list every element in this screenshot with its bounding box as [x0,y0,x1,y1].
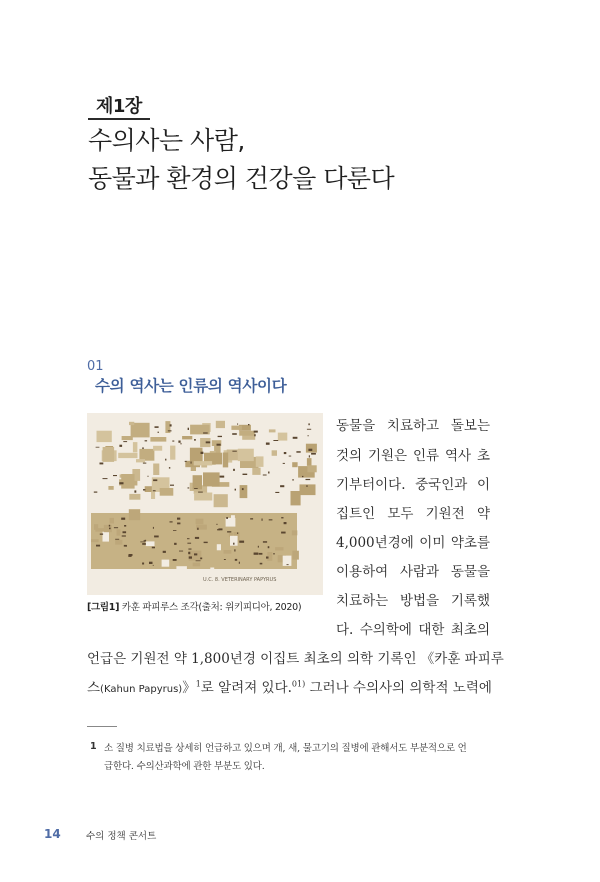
papyrus-glyph [258,546,259,548]
papyrus-fragment [203,472,220,486]
figure-caption-text: 카훈 파피루스 조각(출처: 위키피디아, 2020) [119,602,302,613]
papyrus-fragment [170,446,175,460]
body-line: 치료하는 방법을 기록했 [336,593,490,609]
papyrus-fragment [223,453,228,468]
papyrus-glyph [143,489,145,490]
papyrus-glyph [109,528,111,530]
papyrus-glyph [308,423,309,425]
footnote-line: 급한다. 수의산과학에 관한 부분도 있다. [104,761,265,772]
papyrus-glyph [263,475,267,476]
papyrus-glyph [260,563,263,565]
papyrus-glyph [147,476,148,477]
papyrus-glyph [134,490,136,492]
papyrus-fragment [150,437,166,442]
papyrus-glyph [307,429,311,430]
papyrus-glyph [200,558,202,560]
papyrus-fragment [291,491,301,505]
papyrus-glyph [227,531,231,532]
papyrus-fragment [306,444,317,453]
papyrus-glyph [239,541,244,543]
papyrus-glyph [259,553,263,555]
papyrus-glyph [203,432,208,433]
papyrus-glyph [302,476,303,477]
papyrus-glyph [243,474,248,475]
papyrus-glyph [233,469,235,471]
papyrus-glyph [296,451,300,453]
papyrus-glyph [100,463,104,465]
papyrus-glyph [266,557,269,559]
figure-caption [87,599,301,613]
papyrus-glyph [188,428,189,430]
papyrus-fragment [307,458,312,466]
papyrus-glyph [218,528,222,530]
chapter-title-line: 동물과 환경의 건강을 다룬다 [88,164,395,193]
papyrus-glyph [235,489,236,491]
papyrus-fragment [272,450,277,456]
papyrus-image [87,413,323,595]
chapter-title-line: 수의사는 사람, [88,126,245,155]
papyrus-glyph [196,560,201,561]
papyrus-glyph [281,517,283,518]
papyrus-glyph [224,559,226,560]
footnote-line: 소 질병 치료법을 상세히 언급하고 있으며 개, 새, 물고기의 질병에 관해서도 부분적으로 언 [104,743,467,754]
page-number: 14 [44,827,61,841]
papyrus-glyph [114,527,118,528]
papyrus-edge [189,551,202,561]
papyrus-glyph [96,545,100,547]
papyrus-edge [176,566,187,576]
papyrus-glyph [217,444,221,446]
papyrus-edge [115,540,122,545]
papyrus-glyph [195,537,199,539]
papyrus-glyph [254,431,258,433]
papyrus-glyph [263,541,267,543]
papyrus-edge [91,539,99,542]
papyrus-edge [103,531,110,542]
papyrus-glyph [216,524,217,525]
papyrus-fragment [194,461,212,465]
papyrus-edge [146,541,155,546]
papyrus-edge [224,550,232,554]
papyrus-glyph [188,549,191,550]
papyrus-glyph [197,528,198,530]
papyrus-glyph [124,525,126,527]
section-number: 01 [87,359,104,374]
papyrus-edge [217,544,221,550]
papyrus-fragment [129,494,140,500]
papyrus-glyph [142,543,146,545]
papyrus-glyph [308,449,312,451]
papyrus-glyph [158,432,160,433]
papyrus-fragment [182,436,192,439]
papyrus-edge [94,524,98,530]
papyrus-fragment [133,442,138,452]
papyrus-glyph [188,552,190,554]
papyrus-glyph [198,492,203,493]
papyrus-fragment [231,426,242,430]
papyrus-glyph [307,435,309,436]
papyrus-glyph [103,478,108,479]
papyrus-glyph [154,536,159,538]
papyrus-fragment [118,453,137,458]
papyrus-glyph [129,554,133,556]
papyrus-edge [275,547,283,550]
papyrus-glyph [284,522,287,524]
body-line: 동물을 치료하고 돌보는 [336,418,490,434]
papyrus-fragment [151,492,155,499]
papyrus-glyph [233,543,234,545]
papyrus-edge [129,509,140,520]
papyrus-glyph [275,492,279,493]
papyrus-glyph [149,562,153,564]
papyrus-glyph [177,518,180,520]
papyrus-glyph [96,447,100,448]
papyrus-glyph [273,553,275,554]
papyrus-glyph [123,531,127,533]
papyrus-glyph [280,485,284,487]
papyrus-fragment [190,448,203,462]
papyrus-glyph [109,525,110,527]
body-text: 스 [87,680,101,696]
papyrus-glyph [170,424,172,426]
papyrus-glyph [153,565,154,566]
papyrus-glyph [152,547,155,549]
papyrus-fragment [121,474,134,489]
papyrus-edge [117,529,121,535]
body-line: 기부터이다. 중국인과 이 [336,477,490,493]
body-text: 그러나 수의사의 의학적 노력에 [305,680,492,696]
papyrus-fragment [307,465,316,472]
papyrus-glyph [287,564,289,565]
papyrus-glyph [194,439,196,441]
papyrus-glyph [187,543,191,544]
papyrus-glyph [123,441,127,442]
papyrus-fragment [216,421,225,428]
chapter-label: 제1장 [96,96,142,117]
body-text: 》 [182,680,196,696]
papyrus-glyph [248,424,250,425]
papyrus-glyph [143,463,146,464]
papyrus-fragment [136,459,145,462]
body-line: 4,000년경에 이미 약초를 [336,535,490,551]
papyrus-glyph [153,527,154,529]
papyrus-edge [104,525,112,532]
papyrus-edge [110,518,115,524]
body-line: 언급은 기원전 약 1,800년경 이집트 최초의 의학 기록인 《카훈 파피루 [87,651,504,667]
papyrus-glyph [250,518,253,519]
papyrus-fragment [256,456,264,467]
papyrus-glyph [145,540,146,542]
papyrus-glyph [126,546,127,547]
papyrus-glyph [170,485,174,486]
papyrus-glyph [142,448,144,449]
papyrus-glyph [189,556,192,558]
papyrus-glyph [268,472,269,474]
papyrus-glyph [165,459,166,461]
endnote-ref[interactable]: 01) [291,679,306,689]
papyrus-glyph [119,482,123,484]
papyrus-glyph [269,519,273,520]
papyrus-glyph [194,553,197,555]
papyrus-edge [193,563,200,567]
papyrus-fragment [103,447,115,462]
papyrus-glyph [121,518,125,520]
papyrus-glyph [173,559,177,561]
papyrus-glyph [94,492,98,493]
body-line: 이용하여 사람과 동물을 [336,564,490,580]
papyrus-glyph [234,549,235,551]
papyrus-fragment [122,436,133,440]
papyrus-glyph [122,535,126,536]
papyrus-glyph [142,563,144,565]
papyrus-glyph [169,467,170,469]
papyrus-glyph [173,530,176,531]
papyrus-glyph [188,487,190,488]
papyrus-glyph [140,542,145,543]
papyrus-fragment [153,464,159,476]
papyrus-glyph [266,443,270,445]
papyrus-glyph [311,453,316,455]
papyrus-fragment [238,449,254,461]
papyrus-fragment [269,429,276,432]
papyrus-glyph [254,434,256,436]
chapter-title [88,122,394,198]
papyrus-fragment [278,433,288,441]
papyrus-glyph [185,461,187,462]
papyrus-glyph [178,441,180,443]
papyrus-glyph [204,542,208,543]
papyrus-glyph [174,543,177,545]
papyrus-glyph [119,445,122,447]
papyrus-inscription: U.C. 8. VETERINARY PAPYRUS [203,577,277,583]
papyrus-glyph [191,462,192,464]
body-line: 다. 수의학에 대한 최초의 [336,622,490,638]
papyrus-glyph [220,476,225,478]
papyrus-edge [292,551,299,560]
papyrus-edge [292,530,298,535]
papyrus-glyph [242,488,244,490]
papyrus-glyph [306,479,311,480]
papyrus-fragment [194,493,212,501]
papyrus-glyph [237,424,238,425]
footnote-divider [87,726,117,727]
footnote-number: 1 [90,741,97,752]
body-line: 집트인 모두 기원전 약 [336,506,490,522]
papyrus-glyph [153,490,156,491]
papyrus-glyph [289,456,292,457]
papyrus-fragment [239,431,254,436]
footnote-ref[interactable]: 1 [195,679,201,689]
papyrus-fragment [108,486,113,490]
papyrus-glyph [239,562,240,564]
papyrus-glyph [235,559,237,561]
papyrus-fragment [214,494,228,507]
papyrus-glyph [283,463,285,464]
latin-term: (Kahun Papyrus) [100,684,183,695]
papyrus-fragment [129,422,134,425]
papyrus-glyph [153,479,157,481]
papyrus-glyph [115,539,119,540]
papyrus-glyph [262,519,263,521]
papyrus-glyph [187,538,190,539]
papyrus-glyph [181,443,182,445]
papyrus-glyph [268,546,270,548]
papyrus-glyph [232,433,237,435]
papyrus-glyph [237,532,238,534]
figure-caption-label: [그림1] [87,602,120,613]
papyrus-glyph [281,532,286,534]
papyrus-glyph [206,441,211,443]
papyrus-glyph [100,534,103,535]
papyrus-glyph [293,437,298,439]
papyrus-glyph [177,523,180,525]
papyrus-glyph [201,452,204,454]
papyrus-figure [87,413,323,595]
papyrus-glyph [273,440,278,441]
papyrus-glyph [179,551,183,552]
body-line [87,676,492,696]
papyrus-glyph [145,440,148,441]
body-line: 것의 기원은 인류 역사 초 [336,448,490,464]
papyrus-edge [196,519,204,525]
papyrus-fragment [252,468,260,475]
papyrus-glyph [254,553,259,555]
papyrus-glyph [218,436,222,437]
papyrus-edge [210,568,214,574]
papyrus-glyph [163,551,166,553]
papyrus-fragment [97,431,112,442]
papyrus-glyph [226,517,228,519]
papyrus-edge [267,552,272,561]
papyrus-fragment [139,449,154,461]
papyrus-glyph [284,452,287,454]
papyrus-glyph [232,451,236,452]
papyrus-glyph [172,441,174,442]
papyrus-fragment [240,485,248,498]
papyrus-glyph [194,488,198,489]
papyrus-glyph [292,479,293,481]
papyrus-glyph [155,426,159,428]
papyrus-fragment [292,462,297,467]
papyrus-fragment [160,488,174,496]
running-title: 수의 정책 콘서트 [86,831,157,842]
papyrus-glyph [144,540,145,541]
papyrus-fragment [193,475,202,489]
papyrus-glyph [113,475,117,476]
papyrus-glyph [309,455,310,457]
papyrus-edge [162,560,170,567]
section-title: 수의 역사는 인류의 역사이다 [95,377,287,395]
papyrus-glyph [306,486,308,487]
chapter-label-underline [88,118,150,120]
papyrus-fragment [153,446,162,451]
papyrus-glyph [170,521,173,522]
body-text: 로 알려져 있다. [200,680,292,696]
papyrus-glyph [168,430,172,431]
papyrus-edge [226,518,236,527]
